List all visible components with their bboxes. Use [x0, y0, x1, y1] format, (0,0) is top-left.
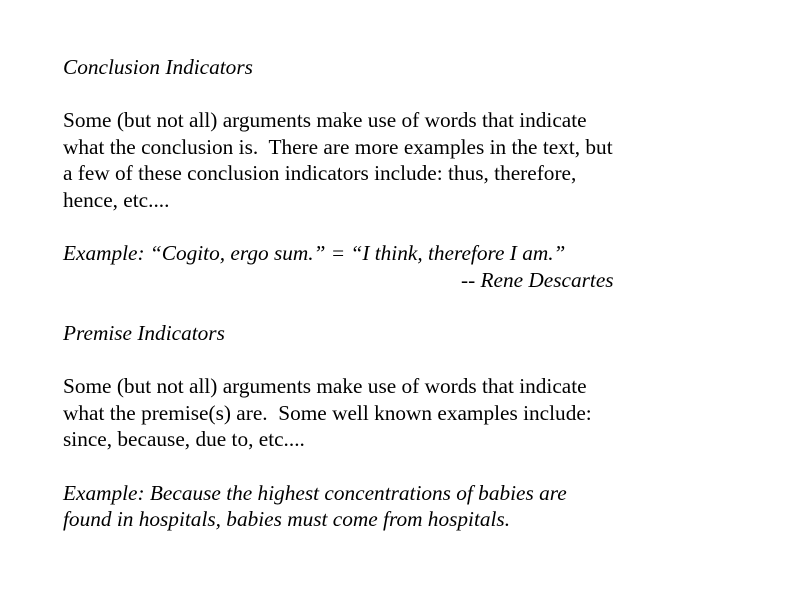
conclusion-example: Example: “Cogito, ergo sum.” = “I think, therefore I am.”: [63, 241, 566, 266]
conclusion-paragraph-line: a few of these conclusion indicators include: thus, therefore,: [63, 161, 577, 186]
conclusion-paragraph: [63, 107, 763, 213]
premise-example: [63, 480, 763, 533]
premise-paragraph: [63, 373, 763, 453]
conclusion-attribution: [63, 267, 763, 294]
conclusion-paragraph-line: hence, etc....: [63, 187, 170, 212]
attribution-dash: --: [461, 267, 481, 292]
spacer: [63, 81, 763, 108]
premise-paragraph-line: Some (but not all) arguments make use of words that indicate: [63, 374, 587, 399]
premise-paragraph-line: since, because, due to, etc....: [63, 427, 305, 452]
conclusion-indicators-heading: Conclusion Indicators: [63, 55, 253, 79]
spacer: [63, 293, 763, 320]
spacer: [63, 347, 763, 374]
premise-example-line: Example: Because the highest concentrations of babies are: [63, 480, 567, 505]
premise-paragraph-line: what the premise(s) are. Some well known examples include:: [63, 400, 592, 425]
conclusion-paragraph-line: what the conclusion is. There are more examples in the text, but: [63, 134, 613, 159]
attribution-name: Rene Descartes: [480, 267, 614, 292]
spacer: [63, 453, 763, 480]
premise-indicators-heading: Premise Indicators: [63, 320, 225, 345]
slide-content: [63, 54, 763, 533]
spacer: [63, 214, 763, 241]
premise-example-line: found in hospitals, babies must come from hospitals.: [63, 507, 511, 532]
conclusion-paragraph-line: Some (but not all) arguments make use of words that indicate: [63, 108, 587, 133]
